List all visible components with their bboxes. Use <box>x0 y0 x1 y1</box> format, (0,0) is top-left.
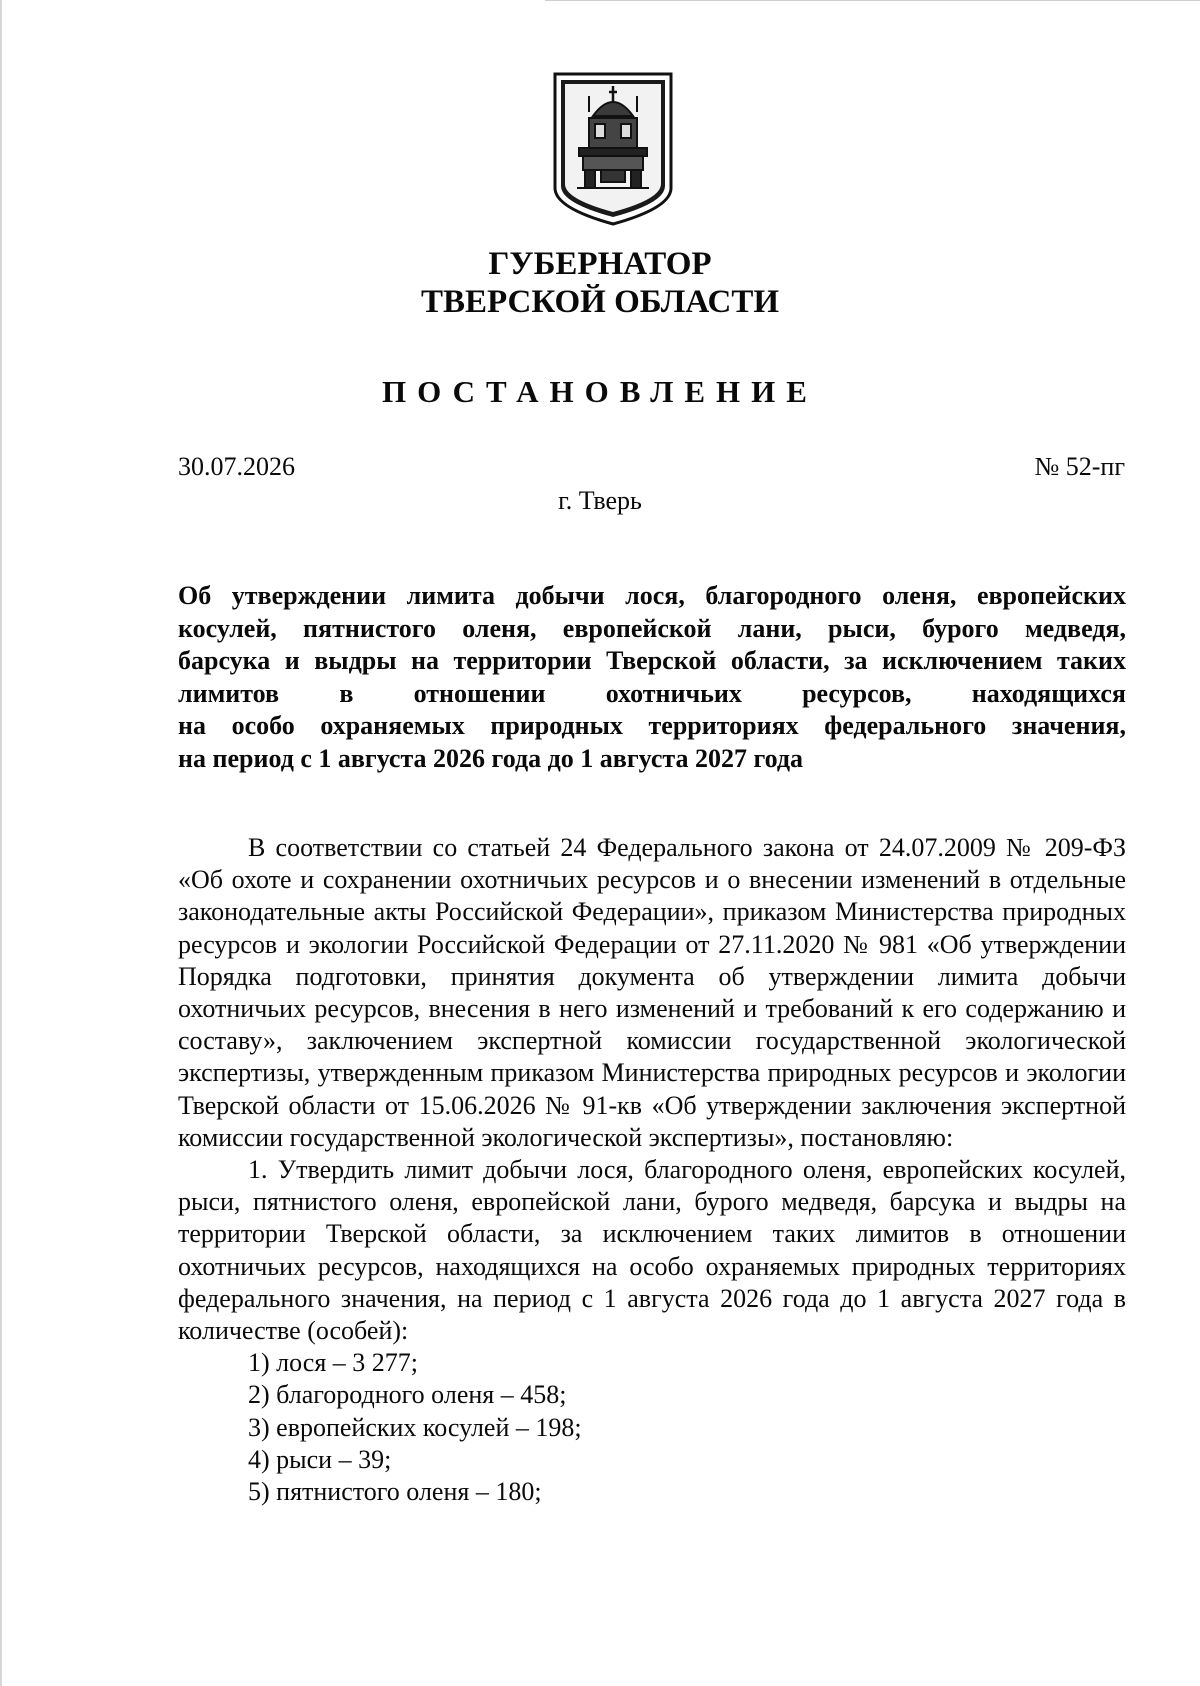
issuer-title <box>0 245 1200 321</box>
limit-item: 4) рыси – 39; <box>248 1444 392 1474</box>
limits-list <box>178 1347 1126 1508</box>
limit-item: 3) европейских косулей – 198; <box>248 1412 582 1442</box>
preamble-paragraph: В соответствии со статьей 24 Федерального закона от 24.07.2009 № 209-ФЗ «Об охоте и сохранении охотничьих ресурсов и о внесении изменений в отдельные законодательные акты Российской Федерации», приказом Министерства природных ресурсов и экологии Российской Федерации от 27.11.2020 № 981 «Об утверждении Порядка подготовки, принятия документа об утверждении лимита добычи охотничьих ресурсов, внесения в него изменений и требований к его содержанию и составу», заключением экспертной комиссии государственной экологической экспертизы, утвержденным приказом Министерства природных ресурсов и экологии Тверской области от 15.06.2026 № 91-кв «Об утверждении заключения экспертной комиссии государственной экологической экспертизы», постановляю: <box>178 833 1126 1152</box>
document-subject <box>178 580 1126 775</box>
coat-of-arms-emblem <box>549 70 677 228</box>
issuer-line-2: ТВЕРСКОЙ ОБЛАСТИ <box>420 284 780 320</box>
item-1-paragraph: 1. Утвердить лимит добычи лося, благородного оленя, европейских косулей, рыси, пятнистого оленя, европейской лани, бурого медведя, барсука и выдры на территории Тверской области, за исключением таких лимитов в отношении охотничьих ресурсов, находящихся на особо охраняемых природных территориях федерального значения, на период с 1 августа 2026 года до 1 августа 2027 года в количестве (особей): <box>178 1155 1126 1346</box>
document-number: № 52-пг <box>1034 452 1125 481</box>
subject-line: косулей, пятнистого оленя, европейской лани, рыси, бурого медведя, <box>178 613 1126 643</box>
document-date: 30.07.2026 <box>178 452 295 481</box>
limit-item: 1) лося – 3 277; <box>248 1348 419 1378</box>
subject-line: Об утверждении лимита добычи лося, благородного оленя, европейских <box>178 581 1126 610</box>
subject-line: на период с 1 августа 2026 года до 1 августа 2027 года <box>178 743 804 773</box>
subject-line: на особо охраняемых природных территориях федерального значения, <box>178 711 1126 740</box>
document-type-heading: ПОСТАНОВЛЕНИЕ <box>382 374 818 409</box>
subject-line: лимитов в отношении охотничьих ресурсов, находящихся <box>178 678 1126 708</box>
document-body <box>178 832 1126 1508</box>
subject-line: барсука и выдры на территории Тверской области, за исключением таких <box>178 646 1126 675</box>
limit-item: 5) пятнистого оленя – 180; <box>248 1477 542 1507</box>
limit-item: 2) благородного оленя – 458; <box>248 1380 567 1410</box>
issuer-line-1: ГУБЕРНАТОР <box>488 246 712 282</box>
scan-top-edge <box>545 0 1200 1</box>
document-city: г. Тверь <box>558 486 642 515</box>
